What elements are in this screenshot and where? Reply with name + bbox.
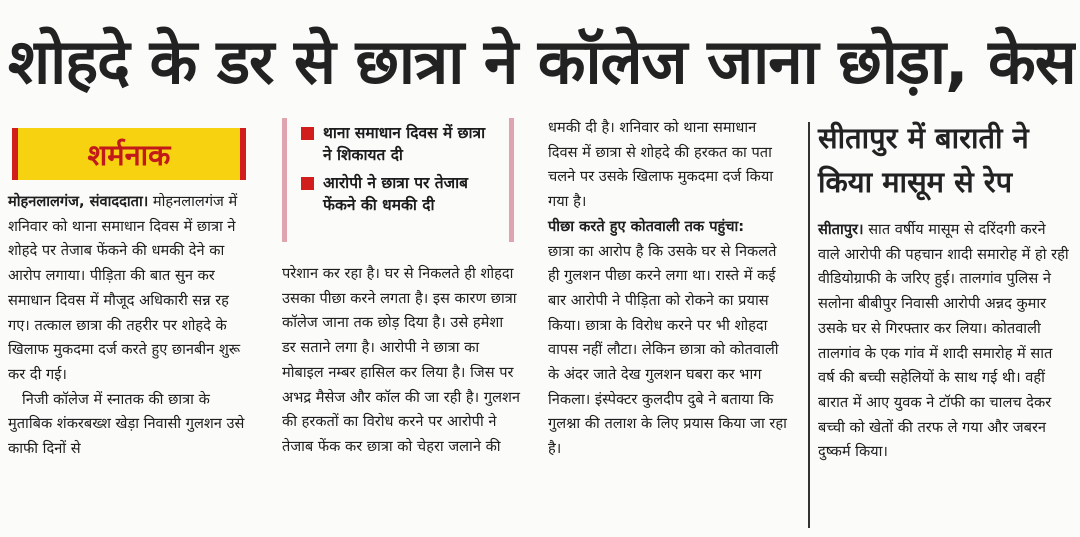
column-1 [8, 190, 248, 462]
column-divider [808, 122, 810, 528]
side-story-dateline: सीतापुर। [818, 221, 864, 238]
square-bullet-icon [301, 127, 314, 140]
column-2-text: परेशान कर रहा है। घर से निकलते ही शोहदा उसका पीछा करने लगता है। इस कारण छात्रा कॉलेज जाना तक छोड़ दिया है। उसे हमेशा डर सताने लगा है। आरोपी ने छात्रा का मोबाइल नम्बर हासिल कर लिया है। जिस पर अभद्र मैसेज और कॉल की जा रही है। गुलशन की हरकतों का विरोध करने पर आरोपी ने तेजाब फेंक कर छात्रा को चेहरा जलाने की [282, 265, 520, 455]
side-story-headline: सीतापुर में बाराती ने किया मासूम से रेप [818, 121, 1029, 199]
headline: शोहदे के डर से छात्रा ने कॉलेज जाना छोड़ा, केस [8, 25, 1076, 98]
dateline: मोहनलालगंज, संवाददाता। [8, 193, 149, 210]
column-1-paragraph-1 [8, 190, 248, 388]
column-3-paragraph-1: धमकी दी है। शनिवार को थाना समाधान दिवस में छात्रा से शोहदे की हरकत का पता चलने पर उसके खिलाफ मुकदमा दर्ज किया गया है। [548, 119, 774, 211]
category-tag: शर्मनाक [12, 128, 246, 180]
column-3 [548, 116, 788, 462]
column-3-paragraph-2 [548, 215, 788, 462]
subheading: पीछा करते हुए कोतवाली तक पहुंचा: [548, 217, 745, 235]
column-3-text: छात्रा का आरोप है कि उसके घर से निकलते ही गुलशन पीछा करने लगा था। रास्ते में कई बार आरोपी ने पीड़िता को रोकने का प्रयास किया। छात्रा के विरोध करने पर भी शोहदा वापस नहीं लौटा। लेकिन छात्रा को कोतवाली के अंदर जाते देख गुलशन घबरा कर भाग निकला। इंस्पेक्टर कुलदीप दुबे ने बताया कि गुलश्ना की तलाश के लिए प्रयास किया जा रहा है। [548, 242, 787, 458]
side-story-paragraph [818, 218, 1070, 465]
column-1-text: मोहनलालगंज में शनिवार को थाना समाधान दिवस में छात्रा ने शोहदे पर तेजाब फेंकने की धमकी देने का आरोप लगाया। पीड़िता की बात सुन कर समाधान दिवस में मौजूद अधिकारी सन्न रह गए। तत्काल छात्रा की तहरीर पर शोहदे के खिलाफ मुकदमा दर्ज करते हुए छानबीन शुरू कर दी गई। [8, 193, 241, 383]
highlight-text: थाना समाधान दिवस में छात्रा ने शिकायत दी [323, 124, 486, 164]
side-story-body [818, 218, 1070, 465]
side-story-text: सात वर्षीय मासूम से दरिंदगी करने वाले आरोपी की पहचान शादी समारोह में हो रही वीडियोग्राफी के जरिए हुई। तालगांव पुलिस ने सलोना बीबीपुर निवासी आरोपी अन्नद कुमार उसके घर से गिरफ्तार कर लिया। कोतवाली तालगांव के एक गांव में शादी समारोह में सात वर्ष की बच्ची सहेलियों के साथ गई थी। वहीं बारात में आए युवक ने टॉफी का चालच देकर बच्ची को खेतों की तरफ ले गया और जबरन दुष्कर्म किया। [818, 221, 1069, 461]
column-2 [282, 262, 520, 460]
highlights-box [282, 118, 514, 242]
highlight-item [301, 172, 499, 216]
highlight-item [301, 122, 499, 166]
square-bullet-icon [301, 177, 314, 190]
column-1-paragraph-2: निजी कॉलेज में स्नातक की छात्रा के मुताबिक शंकरबख्श खेड़ा निवासी गुलशन उसे काफी दिनों से [8, 390, 245, 458]
highlight-text: आरोपी ने छात्रा पर तेजाब फेंकने की धमकी दी [323, 174, 468, 214]
